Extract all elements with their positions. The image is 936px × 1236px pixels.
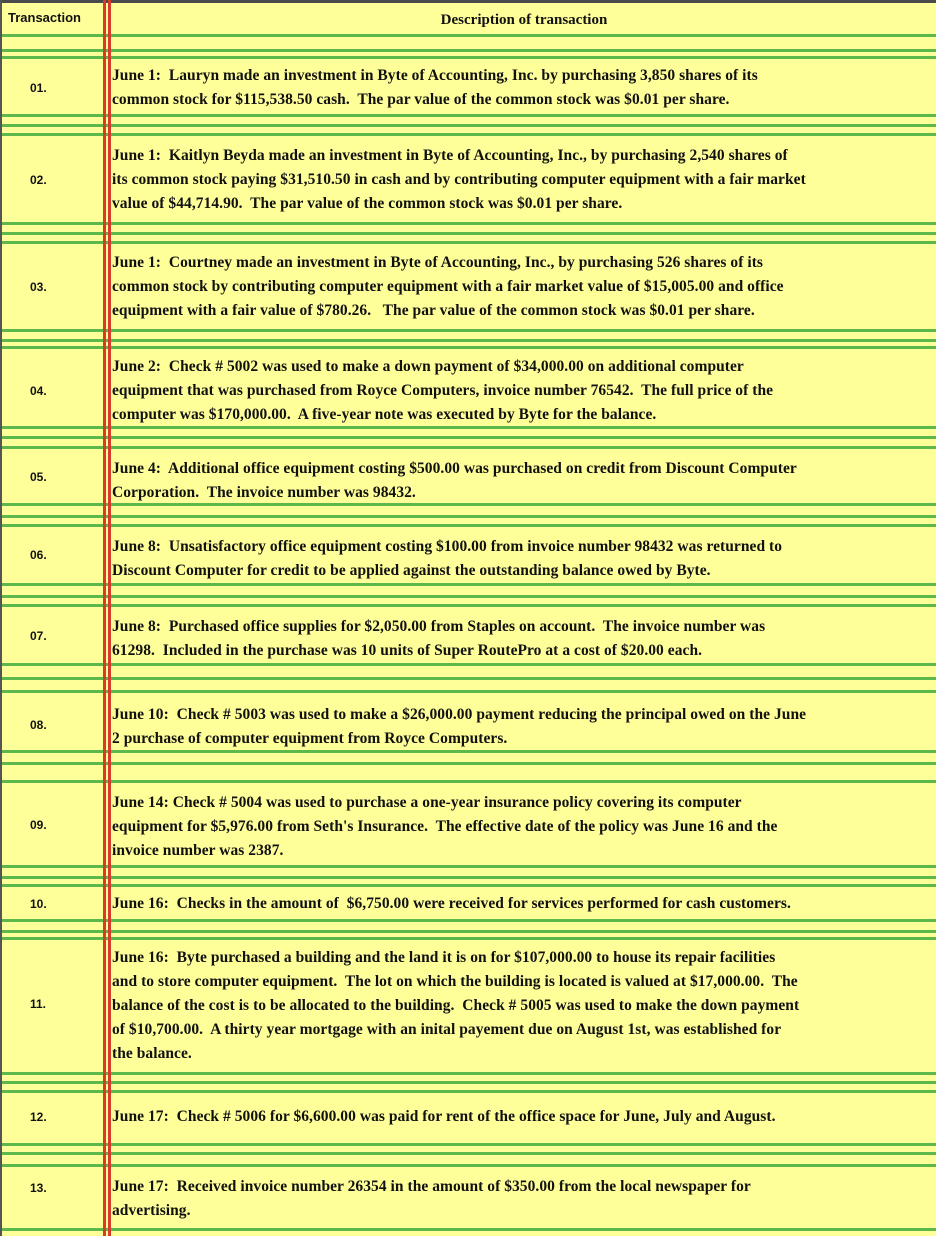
description-line: June 17: Received invoice number 26354 in the amount of $350.00 from the local newspaper for <box>112 1178 751 1195</box>
transaction-number: 11. <box>30 997 47 1011</box>
description-line: and to store computer equipment. The lot on which the building is located is valued at $17,000.00. The <box>112 973 798 990</box>
description-line: common stock for $115,538.50 cash. The par value of the common stock was $0.01 per share. <box>112 91 730 108</box>
row-divider <box>0 436 936 439</box>
description-line: Corporation. The invoice number was 98432. <box>112 484 416 501</box>
left-border <box>0 0 2 1236</box>
description-line: June 16: Byte purchased a building and the land it is on for $107,000.00 to house its repair facilities <box>112 949 776 966</box>
row-divider <box>0 346 936 349</box>
transaction-description <box>112 1105 934 1129</box>
transaction-description <box>112 791 934 863</box>
description-line: equipment that was purchased from Royce Computers, invoice number 76542. The full price of the <box>112 382 774 399</box>
row-divider <box>0 1152 936 1155</box>
transaction-number: 02. <box>30 173 47 187</box>
row-divider <box>0 876 936 879</box>
column-divider <box>108 0 111 1236</box>
transaction-number: 12. <box>30 1110 47 1124</box>
transaction-description <box>112 615 934 663</box>
transaction-description <box>112 144 934 216</box>
transaction-number: 01. <box>30 81 47 95</box>
description-line: of $10,700.00. A thirty year mortgage with an inital payement due on August 1st, was established for <box>112 1021 782 1038</box>
row-divider <box>0 34 936 37</box>
row-divider <box>0 1228 936 1231</box>
row-divider <box>0 604 936 607</box>
transaction-number: 06. <box>30 548 47 562</box>
row-divider <box>0 1081 936 1084</box>
row-divider <box>0 446 936 449</box>
row-divider <box>0 595 936 598</box>
row-divider <box>0 232 936 235</box>
top-border <box>0 0 936 3</box>
row-divider <box>0 583 936 586</box>
transaction-number: 07. <box>30 629 47 643</box>
description-line: common stock by contributing computer equipment with a fair market value of $15,005.00 and office <box>112 278 784 295</box>
transaction-number: 03. <box>30 280 47 294</box>
row-divider <box>0 930 936 933</box>
row-divider <box>0 884 936 887</box>
description-line: equipment with a fair value of $780.26. The par value of the common stock was $0.01 per share. <box>112 302 755 319</box>
description-line: June 8: Purchased office supplies for $2,050.00 from Staples on account. The invoice number was <box>112 618 766 635</box>
row-divider <box>0 1090 936 1093</box>
description-line: 61298. Included in the purchase was 10 units of Super RoutePro at a cost of $20.00 each. <box>112 642 703 659</box>
transaction-description <box>112 1175 934 1223</box>
description-line: Discount Computer for credit to be applied against the outstanding balance owed by Byte. <box>112 562 711 579</box>
description-line: invoice number was 2387. <box>112 842 284 859</box>
description-line: June 1: Kaitlyn Beyda made an investment in Byte of Accounting, Inc., by purchasing 2,540 shares of <box>112 147 788 164</box>
row-divider <box>0 49 936 52</box>
row-divider <box>0 762 936 765</box>
row-divider <box>0 780 936 783</box>
transaction-description <box>112 892 934 916</box>
transaction-description <box>112 535 934 583</box>
transaction-number: 04. <box>30 384 47 398</box>
row-divider <box>0 241 936 244</box>
description-line: June 1: Courtney made an investment in Byte of Accounting, Inc., by purchasing 526 shares of its <box>112 254 764 271</box>
row-divider <box>0 133 936 136</box>
transaction-number: 13. <box>30 1181 47 1195</box>
transaction-number: 05. <box>30 470 47 484</box>
description-line: June 4: Additional office equipment costing $500.00 was purchased on credit from Discount Computer <box>112 460 797 477</box>
row-divider <box>0 124 936 127</box>
row-divider <box>0 677 936 680</box>
row-divider <box>0 515 936 518</box>
transaction-description <box>112 946 934 1066</box>
description-line: value of $44,714.90. The par value of the common stock was $0.01 per share. <box>112 195 623 212</box>
row-divider <box>0 329 936 332</box>
row-divider <box>0 1072 936 1075</box>
row-divider <box>0 865 936 868</box>
description-line: the balance. <box>112 1045 192 1062</box>
description-line: June 8: Unsatisfactory office equipment costing $100.00 from invoice number 98432 was returned to <box>112 538 783 555</box>
description-line: June 10: Check # 5003 was used to make a $26,000.00 payment reducing the principal owed on the June <box>112 706 807 723</box>
transaction-number: 09. <box>30 818 47 832</box>
transaction-description <box>112 64 934 112</box>
header-description: Description of transaction <box>440 12 608 28</box>
header-transaction: Transaction <box>8 10 81 25</box>
description-line: June 17: Check # 5006 for $6,600.00 was paid for rent of the office space for June, July and August. <box>112 1108 776 1125</box>
transaction-number: 10. <box>30 897 47 911</box>
description-line: advertising. <box>112 1202 191 1219</box>
row-divider <box>0 919 936 922</box>
transaction-description <box>112 703 934 751</box>
row-divider <box>0 1143 936 1146</box>
row-divider <box>0 524 936 527</box>
description-line: equipment for $5,976.00 from Seth's Insurance. The effective date of the policy was June 16 and the <box>112 818 778 835</box>
description-line: 2 purchase of computer equipment from Royce Computers. <box>112 730 508 747</box>
transaction-number: 08. <box>30 718 47 732</box>
row-divider <box>0 1164 936 1167</box>
description-line: balance of the cost is to be allocated to the building. Check # 5005 was used to make the down payment <box>112 997 800 1014</box>
row-divider <box>0 690 936 693</box>
row-divider <box>0 937 936 940</box>
column-divider <box>103 0 106 1236</box>
transaction-description <box>112 355 934 427</box>
transaction-description <box>112 457 934 505</box>
row-divider <box>0 222 936 225</box>
row-divider <box>0 56 936 59</box>
transaction-description <box>112 251 934 323</box>
description-line: its common stock paying $31,510.50 in cash and by contributing computer equipment with a fair market <box>112 171 806 188</box>
description-line: computer was $170,000.00. A five-year note was executed by Byte for the balance. <box>112 406 657 423</box>
description-line: June 16: Checks in the amount of $6,750.00 were received for services performed for cash customers. <box>112 895 791 912</box>
description-line: June 14: Check # 5004 was used to purchase a one-year insurance policy covering its computer <box>112 794 742 811</box>
description-line: June 2: Check # 5002 was used to make a down payment of $34,000.00 on additional computer <box>112 358 744 375</box>
description-line: June 1: Lauryn made an investment in Byte of Accounting, Inc. by purchasing 3,850 shares of its <box>112 67 758 84</box>
row-divider <box>0 114 936 117</box>
row-divider <box>0 339 936 342</box>
row-divider <box>0 663 936 666</box>
